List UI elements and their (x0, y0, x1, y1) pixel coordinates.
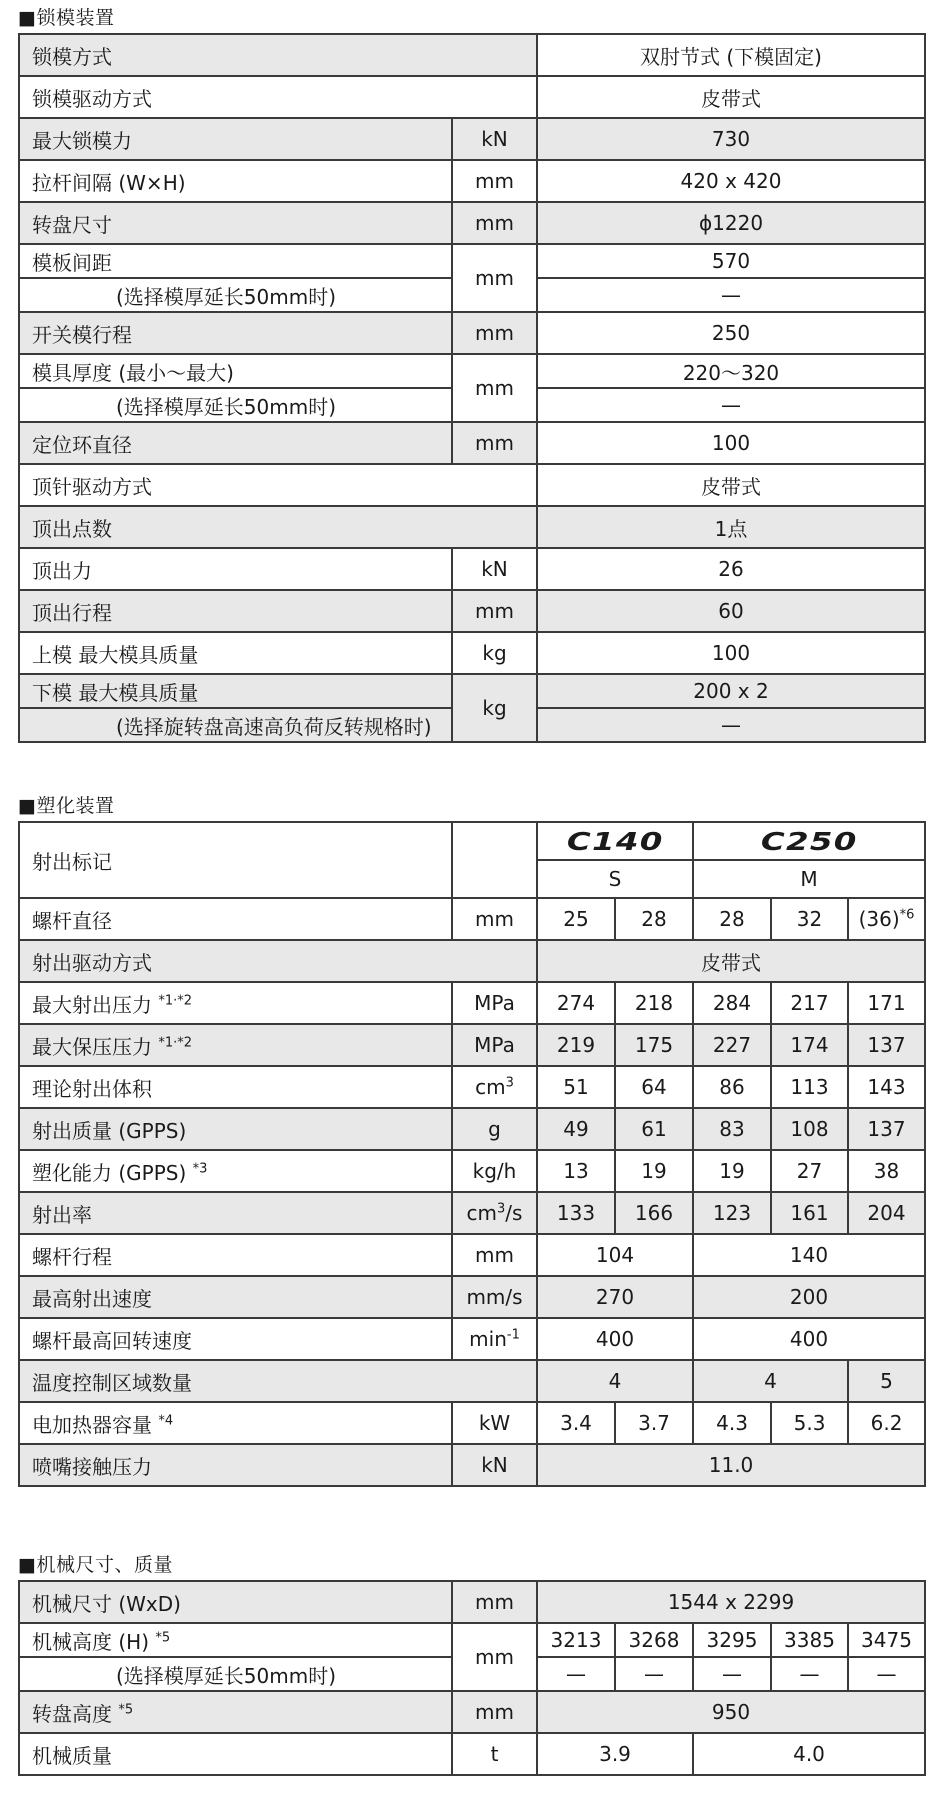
turntable-value: ϕ1220 (537, 202, 925, 244)
tie-bar-label: 拉杆间隔 (W×H) (19, 160, 452, 202)
locating-label: 定位环直径 (19, 422, 452, 464)
table-row (19, 202, 925, 244)
shot-mass-v4: 108 (771, 1108, 848, 1150)
ejector-force-unit: kN (452, 548, 537, 590)
height-sv2: — (615, 1657, 693, 1691)
heater-v2: 3.7 (615, 1402, 693, 1444)
inj-drive-label: 射出驱动方式 (19, 940, 537, 982)
height-note: *5 (155, 1629, 171, 1645)
table-row (19, 822, 925, 860)
height-sv3: — (693, 1657, 771, 1691)
heater-note: *4 (158, 1412, 174, 1428)
heater-unit: kW (452, 1402, 537, 1444)
turntable-label: 转盘尺寸 (19, 202, 452, 244)
height-v4: 3385 (771, 1623, 848, 1657)
nozzle-value: 11.0 (537, 1444, 925, 1486)
plast-cap-v5: 38 (848, 1150, 925, 1192)
plast-cap-label: 塑化能力 (GPPS) $^{*3}$ (19, 1150, 452, 1192)
max-hold-p-v2: 175 (615, 1024, 693, 1066)
shot-mass-unit: g (452, 1108, 537, 1150)
screw-dia-v4: 32 (771, 898, 848, 940)
shot-mass-v1: 49 (537, 1108, 615, 1150)
max-speed-label: 最高射出速度 (19, 1276, 452, 1318)
ejector-drive-value: 皮带式 (537, 464, 925, 506)
clamp-type-label: 锁模方式 (19, 34, 537, 76)
plasticizing-section-title: ■塑化装置 (18, 795, 115, 817)
screw-stroke-unit: mm (452, 1234, 537, 1276)
max-inj-p-note: *1·*2 (158, 992, 193, 1008)
table-row (19, 1192, 925, 1234)
lower-mold-sub-label: (选择旋转盘高速高负荷反转规格时) (19, 708, 452, 742)
clamp-drive-value: 皮带式 (537, 76, 925, 118)
max-inj-p-v1: 274 (537, 982, 615, 1024)
height-v1: 3213 (537, 1623, 615, 1657)
shot-mass-v5: 137 (848, 1108, 925, 1150)
height-v3: 3295 (693, 1623, 771, 1657)
dims-unit: mm (452, 1581, 537, 1623)
machine-dims-spec-table (18, 1580, 926, 1776)
turntable-unit: mm (452, 202, 537, 244)
inj-rate-unit: $cm^3/s$ (452, 1192, 537, 1234)
theo-vol-v1: 51 (537, 1066, 615, 1108)
shot-mass-v2: 61 (615, 1108, 693, 1150)
theo-vol-v5: 143 (848, 1066, 925, 1108)
heater-v4: 5.3 (771, 1402, 848, 1444)
height-sv1: — (537, 1657, 615, 1691)
screw-dia-v1: 25 (537, 898, 615, 940)
heater-v1: 3.4 (537, 1402, 615, 1444)
ejector-stroke-unit: mm (452, 590, 537, 632)
max-speed-v1: 270 (537, 1276, 693, 1318)
max-inj-p-v4: 217 (771, 982, 848, 1024)
table-row (19, 1150, 925, 1192)
tie-bar-unit: mm (452, 160, 537, 202)
max-clamp-value: 730 (537, 118, 925, 160)
stroke-value: 250 (537, 312, 925, 354)
height-sub-label: (选择模厚延长50mm时) (19, 1657, 452, 1691)
max-rpm-v1: 400 (537, 1318, 693, 1360)
plast-cap-v3: 19 (693, 1150, 771, 1192)
table-row (19, 1318, 925, 1360)
lower-mold-label: 下模 最大模具质量 (19, 674, 452, 708)
screw-dia-label: 螺杆直径 (19, 898, 452, 940)
max-speed-unit: mm/s (452, 1276, 537, 1318)
max-speed-v2: 200 (693, 1276, 925, 1318)
max-hold-p-v1: 219 (537, 1024, 615, 1066)
table-row (19, 674, 925, 708)
table-height-value: 950 (537, 1691, 925, 1733)
upper-mold-value: 100 (537, 632, 925, 674)
table-height-label: 转盘高度 $^{*5}$ (19, 1691, 452, 1733)
table-height-unit: mm (452, 1691, 537, 1733)
plast-cap-note: *3 (192, 1160, 208, 1176)
stroke-label: 开关模行程 (19, 312, 452, 354)
height-v5: 3475 (848, 1623, 925, 1657)
dims-label: 机械尺寸 (WxD) (19, 1581, 452, 1623)
clamping-section-title: ■锁模装置 (18, 7, 115, 29)
screw-dia-note: *6 (899, 907, 915, 923)
injection-mark-blank (452, 822, 537, 898)
temp-zones-v1: 4 (537, 1360, 693, 1402)
max-hold-p-v4: 174 (771, 1024, 848, 1066)
inj-rate-label: 射出率 (19, 1192, 452, 1234)
screw-dia-v3: 28 (693, 898, 771, 940)
table-row (19, 1444, 925, 1486)
brand-c250: C250 (693, 822, 925, 860)
daylight-sub-value: — (537, 278, 925, 312)
theo-vol-v3: 86 (693, 1066, 771, 1108)
daylight-unit: mm (452, 244, 537, 312)
max-hold-p-unit: MPa (452, 1024, 537, 1066)
shot-mass-v3: 83 (693, 1108, 771, 1150)
screw-stroke-v2: 140 (693, 1234, 925, 1276)
height-sv5: — (848, 1657, 925, 1691)
max-inj-p-unit: MPa (452, 982, 537, 1024)
max-rpm-v2: 400 (693, 1318, 925, 1360)
height-v2: 3268 (615, 1623, 693, 1657)
table-row (19, 590, 925, 632)
ejector-stroke-value: 60 (537, 590, 925, 632)
clamp-drive-label: 锁模驱动方式 (19, 76, 537, 118)
tie-bar-value: 420 x 420 (537, 160, 925, 202)
max-inj-p-label: 最大射出压力 $^{*1\cdot*2}$ (19, 982, 452, 1024)
plast-cap-v4: 27 (771, 1150, 848, 1192)
inj-rate-v1: 133 (537, 1192, 615, 1234)
table-row (19, 506, 925, 548)
plast-cap-v1: 13 (537, 1150, 615, 1192)
heater-label: 电加热器容量 $^{*4}$ (19, 1402, 452, 1444)
ejector-force-label: 顶出力 (19, 548, 452, 590)
locating-value: 100 (537, 422, 925, 464)
screw-dia-v2: 28 (615, 898, 693, 940)
table-height-note: *5 (118, 1701, 134, 1717)
temp-zones-v2: 4 (693, 1360, 848, 1402)
max-inj-p-v2: 218 (615, 982, 693, 1024)
stroke-unit: mm (452, 312, 537, 354)
max-clamp-label: 最大锁模力 (19, 118, 452, 160)
max-hold-p-v5: 137 (848, 1024, 925, 1066)
table-row (19, 76, 925, 118)
table-row (19, 244, 925, 278)
mold-thick-unit: mm (452, 354, 537, 422)
table-row (19, 1360, 925, 1402)
table-row (19, 1276, 925, 1318)
table-row (19, 354, 925, 388)
table-row (19, 548, 925, 590)
heater-v3: 4.3 (693, 1402, 771, 1444)
plast-cap-v2: 19 (615, 1150, 693, 1192)
screw-stroke-v1: 104 (537, 1234, 693, 1276)
table-row (19, 1623, 925, 1657)
machine-dims-section-title: ■机械尺寸、质量 (18, 1554, 173, 1576)
plasticizing-spec-table (18, 821, 926, 1487)
mass-label: 机械质量 (19, 1733, 452, 1775)
table-row (19, 898, 925, 940)
size-m: M (693, 860, 925, 898)
table-row (19, 982, 925, 1024)
dims-value: 1544 x 2299 (537, 1581, 925, 1623)
temp-zones-label: 温度控制区域数量 (19, 1360, 537, 1402)
table-row (19, 940, 925, 982)
heater-v5: 6.2 (848, 1402, 925, 1444)
clamping-spec-table (18, 33, 926, 743)
daylight-label: 模板间距 (19, 244, 452, 278)
ejector-points-label: 顶出点数 (19, 506, 537, 548)
ejector-stroke-label: 顶出行程 (19, 590, 452, 632)
mold-thick-sub-value: — (537, 388, 925, 422)
table-row (19, 1066, 925, 1108)
theo-vol-label: 理论射出体积 (19, 1066, 452, 1108)
table-row (19, 1108, 925, 1150)
table-row (19, 118, 925, 160)
lower-mold-value: 200 x 2 (537, 674, 925, 708)
max-hold-p-label: 最大保压压力 $^{*1\cdot*2}$ (19, 1024, 452, 1066)
size-s: S (537, 860, 693, 898)
max-hold-p-v3: 227 (693, 1024, 771, 1066)
shot-mass-label: 射出质量 (GPPS) (19, 1108, 452, 1150)
ejector-drive-label: 顶针驱动方式 (19, 464, 537, 506)
table-row (19, 464, 925, 506)
table-row (19, 1234, 925, 1276)
mass-v2: 4.0 (693, 1733, 925, 1775)
clamp-type-value: 双肘节式 (下模固定) (537, 34, 925, 76)
mold-thick-sub-label: (选择模厚延长50mm时) (19, 388, 452, 422)
plast-cap-unit: kg/h (452, 1150, 537, 1192)
max-clamp-unit: kN (452, 118, 537, 160)
inj-rate-v2: 166 (615, 1192, 693, 1234)
screw-dia-unit: mm (452, 898, 537, 940)
theo-vol-v2: 64 (615, 1066, 693, 1108)
inj-drive-value: 皮带式 (537, 940, 925, 982)
locating-unit: mm (452, 422, 537, 464)
daylight-sub-label: (选择模厚延长50mm时) (19, 278, 452, 312)
table-row (19, 1581, 925, 1623)
lower-mold-sub-value: — (537, 708, 925, 742)
max-rpm-label: 螺杆最高回转速度 (19, 1318, 452, 1360)
table-row (19, 1733, 925, 1775)
table-row (19, 1691, 925, 1733)
max-hold-p-note: *1·*2 (158, 1034, 193, 1050)
nozzle-unit: kN (452, 1444, 537, 1486)
height-label: 机械高度 (H) $^{*5}$ (19, 1623, 452, 1657)
height-unit: mm (452, 1623, 537, 1691)
table-row (19, 1402, 925, 1444)
upper-mold-unit: kg (452, 632, 537, 674)
table-row (19, 312, 925, 354)
brand-c140: C140 (537, 822, 693, 860)
table-row (19, 632, 925, 674)
inj-rate-v4: 161 (771, 1192, 848, 1234)
table-row (19, 1024, 925, 1066)
daylight-value: 570 (537, 244, 925, 278)
mold-thick-value: 220～320 (537, 354, 925, 388)
injection-mark-label: 射出标记 (19, 822, 452, 898)
upper-mold-label: 上模 最大模具质量 (19, 632, 452, 674)
ejector-points-value: 1点 (537, 506, 925, 548)
height-sv4: — (771, 1657, 848, 1691)
mass-v1: 3.9 (537, 1733, 693, 1775)
table-row (19, 34, 925, 76)
inj-rate-v5: 204 (848, 1192, 925, 1234)
temp-zones-v3: 5 (848, 1360, 925, 1402)
max-inj-p-v5: 171 (848, 982, 925, 1024)
table-row (19, 160, 925, 202)
screw-stroke-label: 螺杆行程 (19, 1234, 452, 1276)
lower-mold-unit: kg (452, 674, 537, 742)
max-inj-p-v3: 284 (693, 982, 771, 1024)
mold-thick-label: 模具厚度 (最小～最大) (19, 354, 452, 388)
nozzle-label: 喷嘴接触压力 (19, 1444, 452, 1486)
theo-vol-unit: $cm^3$ (452, 1066, 537, 1108)
max-rpm-unit: $\min^{-1}$ (452, 1318, 537, 1360)
screw-dia-v5: $(36)^{*6}$ (848, 898, 925, 940)
table-row (19, 422, 925, 464)
theo-vol-v4: 113 (771, 1066, 848, 1108)
inj-rate-v3: 123 (693, 1192, 771, 1234)
ejector-force-value: 26 (537, 548, 925, 590)
mass-unit: t (452, 1733, 537, 1775)
